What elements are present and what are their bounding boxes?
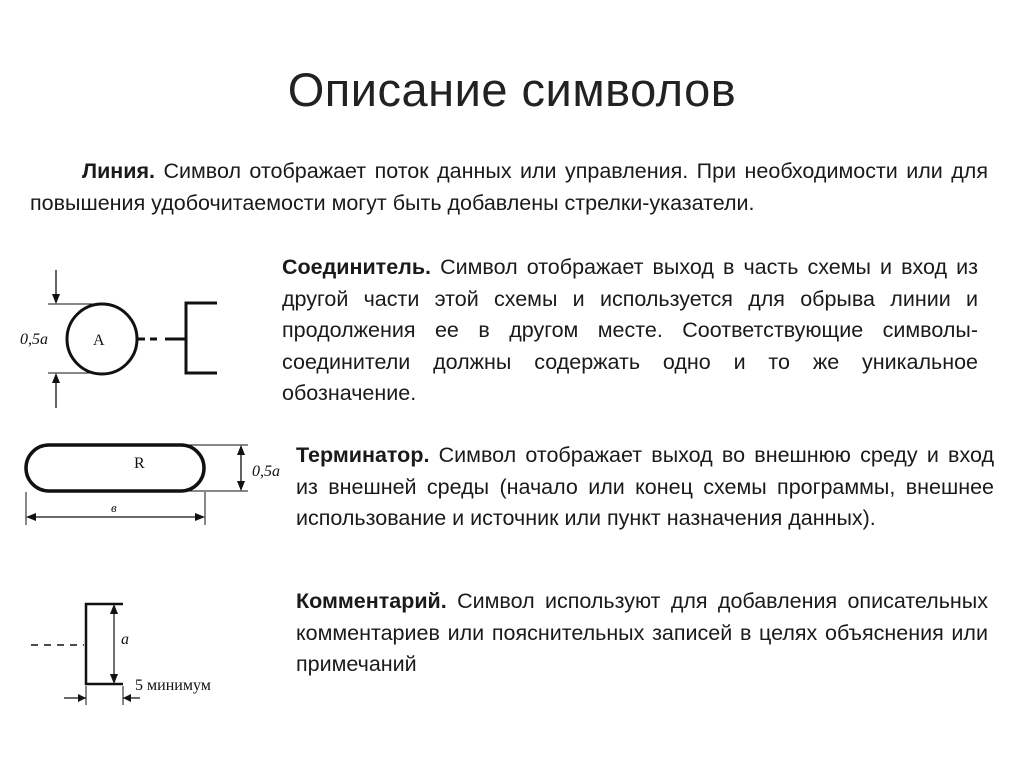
terminator-letter: R: [134, 455, 145, 472]
line-term: Линия.: [82, 159, 156, 183]
terminator-width-label: в: [111, 500, 117, 515]
connector-dim-label: 0,5а: [20, 331, 48, 348]
comment-dim-label: а: [121, 631, 129, 648]
comment-bracket: [86, 604, 123, 684]
connector-term: Соединитель.: [282, 255, 432, 279]
connector-text: Символ отображает выход в часть схемы и вход из другой части этой схемы и используется для обрыва линии и продолжения ее в другом месте. Соответствующие символы-соединители должны содержать одно и то же уникальное обозначение.: [282, 255, 978, 405]
comment-term: Комментарий.: [296, 589, 447, 613]
comment-text: Символ используют для добавления описательных комментариев или пояснительных записей в целях объяснения или примечаний: [296, 589, 988, 676]
line-text: Символ отображает поток данных или управления. При необходимости или для повышения удобочитаемости могут быть добавлены стрелки-указатели.: [30, 159, 988, 215]
comment-arrowhead-down: [110, 674, 118, 684]
terminator-term: Терминатор.: [296, 443, 430, 467]
terminator-text: Символ отображает выход во внешнюю среду и вход из внешней среды (начало или конец схемы программы, внешнее использование и источник или пункт назначения данных).: [296, 443, 994, 530]
comment-arrowhead-up: [110, 604, 118, 614]
page-title: Описание символов: [287, 63, 737, 116]
comment-min-label: 5 минимум: [135, 677, 211, 694]
connector-letter: A: [93, 332, 105, 349]
comment-min-arrowhead-right: [123, 694, 131, 702]
comment-min-arrowhead-left: [78, 694, 86, 702]
terminator-height-label: 0,5а: [252, 463, 280, 480]
